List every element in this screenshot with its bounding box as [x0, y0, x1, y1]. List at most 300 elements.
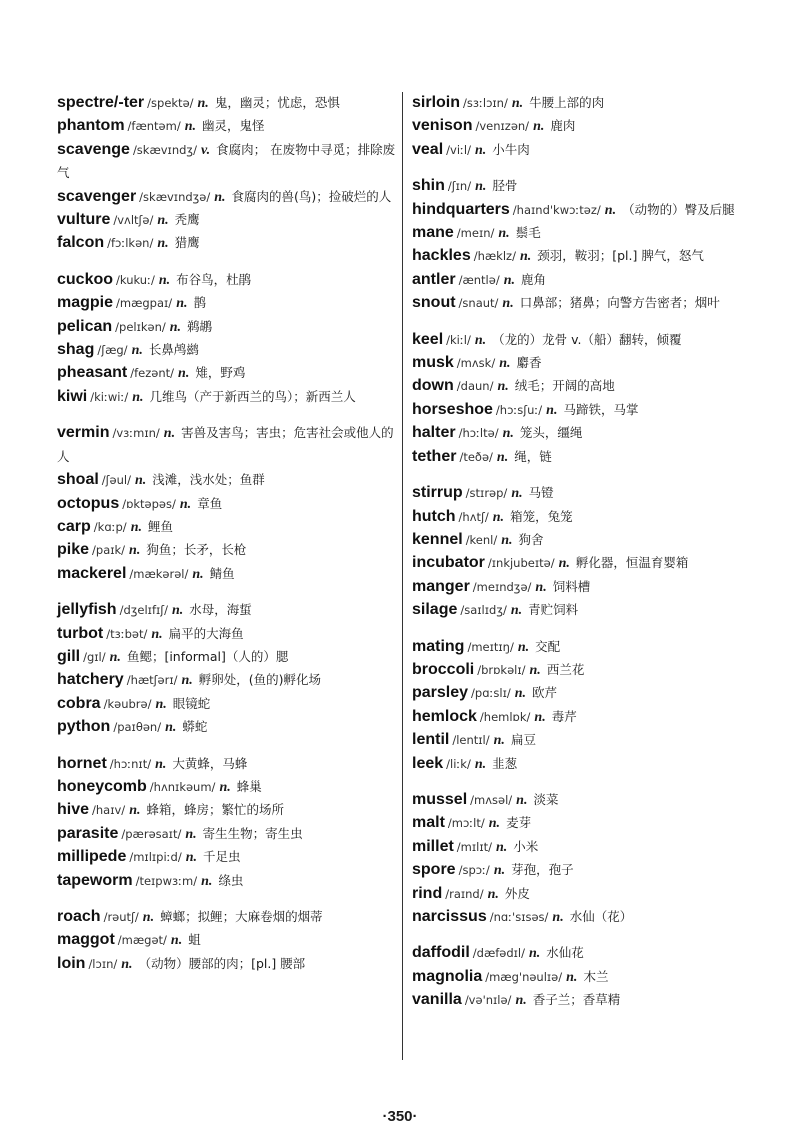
part-of-speech: n.	[511, 96, 524, 111]
entry-group	[57, 599, 397, 739]
definition: 幽灵，鬼怪	[202, 118, 265, 134]
phonetic: /mʌsk/	[456, 356, 496, 371]
phonetic: /vɜːmɪn/	[112, 426, 160, 441]
headword: maggot	[57, 931, 115, 949]
part-of-speech: n.	[157, 213, 169, 229]
headword: hemlock	[412, 707, 477, 725]
definition: 鲤鱼	[147, 518, 173, 534]
dictionary-entry	[57, 362, 397, 385]
dictionary-entry	[57, 929, 397, 952]
phonetic: /hɔːsʃuː/	[495, 402, 543, 417]
headword: falcon	[57, 234, 105, 252]
headword: snout	[412, 294, 456, 312]
headword: vulture	[57, 211, 111, 229]
headword: horseshoe	[412, 400, 493, 418]
part-of-speech: n.	[214, 189, 226, 205]
definition: 狗鱼；长矛，长枪	[146, 542, 247, 558]
headword: phantom	[57, 117, 125, 135]
definition: 孵化器，恒温育婴箱	[575, 555, 689, 571]
headword: vermin	[57, 424, 110, 442]
definition: 蟒蛇	[182, 719, 208, 735]
dictionary-entry	[412, 199, 752, 222]
headword: veal	[412, 140, 444, 158]
phonetic: /hɔːltə/	[458, 426, 499, 441]
phonetic: /brɒkəlɪ/	[477, 662, 526, 677]
dictionary-entry	[412, 836, 752, 859]
dictionary-entry	[57, 422, 397, 469]
definition: 饲料槽	[552, 578, 591, 594]
definition: 秃鹰	[174, 212, 200, 228]
dictionary-entry	[412, 222, 752, 245]
phonetic: /stɪrəp/	[465, 486, 508, 501]
dictionary-entry	[57, 186, 397, 209]
part-of-speech: n.	[529, 662, 541, 678]
dictionary-entry	[57, 209, 397, 232]
phonetic: /sɜːlɔɪn/	[463, 96, 508, 110]
definition: 麝香	[516, 355, 542, 371]
definition: 毒芹	[551, 708, 577, 724]
definition: 绒毛；开阔的高地	[514, 378, 615, 394]
definition: 寄生生物；寄生虫	[202, 825, 303, 841]
definition: 蜂箱，蜂房；繁忙的场所	[146, 802, 284, 818]
dictionary-entry	[412, 399, 752, 422]
dictionary-entry	[412, 506, 752, 529]
phonetic: /viːl/	[446, 142, 471, 157]
definition: 绳，链	[514, 448, 552, 464]
part-of-speech: n.	[546, 402, 558, 418]
definition: 青贮饲料	[528, 602, 579, 618]
definition: 孵卵处，(鱼的)孵化场	[198, 672, 322, 688]
headword: millet	[412, 837, 454, 855]
part-of-speech: n.	[474, 756, 487, 772]
part-of-speech: n.	[498, 226, 510, 242]
phonetic: /kukuː/	[116, 272, 155, 287]
definition: 淡菜	[533, 791, 559, 807]
definition: 章鱼	[197, 495, 223, 511]
definition: 大黄蜂，马蜂	[172, 755, 248, 771]
dictionary-entry	[57, 623, 397, 646]
headword: roach	[57, 908, 101, 925]
phonetic: /meɪtɪŋ/	[467, 639, 514, 654]
part-of-speech: n.	[496, 449, 509, 465]
dictionary-entry	[412, 682, 752, 705]
definition: （动物）腰部的肉；[pl.] 腰部	[138, 955, 306, 971]
part-of-speech: v.	[200, 142, 211, 158]
dictionary-entry	[412, 139, 752, 162]
phonetic: /paɪθən/	[113, 720, 162, 735]
definition: 笼头，缰绳	[519, 425, 583, 441]
phonetic: /raɪnd/	[445, 886, 484, 901]
headword: pheasant	[57, 364, 128, 382]
phonetic: /daun/	[456, 379, 494, 394]
entry-group	[412, 636, 752, 776]
dictionary-entry	[412, 636, 752, 659]
dictionary-entry	[412, 375, 752, 398]
definition: 马蹄铁，马掌	[563, 401, 639, 417]
part-of-speech: n.	[496, 839, 508, 855]
dictionary-entry	[57, 115, 397, 138]
phonetic: /mɪlɪpiːd/	[129, 850, 182, 865]
phonetic: /meɪndʒə/	[472, 579, 532, 594]
phonetic: /mʌsəl/	[470, 792, 513, 807]
dictionary-entry	[412, 706, 752, 729]
part-of-speech: n.	[134, 473, 147, 489]
headword: stirrup	[412, 484, 463, 502]
dictionary-entry	[57, 716, 397, 739]
dictionary-entry	[57, 232, 397, 255]
headword: broccoli	[412, 660, 475, 678]
definition: 扁豆	[510, 732, 536, 748]
headword: sirloin	[412, 94, 461, 111]
headword: scavenger	[57, 187, 137, 205]
headword: halter	[412, 424, 456, 442]
phonetic: /saɪlɪdʒ/	[460, 603, 507, 618]
definition: 狗舍	[518, 531, 544, 547]
definition: 鹈鹕	[187, 318, 213, 334]
dictionary-entry	[412, 729, 752, 752]
phonetic: /æntlə/	[458, 272, 500, 287]
headword: gill	[57, 647, 81, 665]
headword: daffodil	[412, 944, 470, 962]
part-of-speech: n.	[535, 579, 547, 595]
part-of-speech: n.	[492, 509, 505, 525]
phonetic: /kiːl/	[446, 332, 471, 347]
definition: 猎鹰	[174, 235, 200, 251]
entry-group	[57, 269, 397, 409]
phonetic: /meɪn/	[456, 226, 495, 241]
definition: 鹿角	[520, 271, 546, 287]
definition: 交配	[535, 638, 561, 654]
definition: 食腐肉的兽(鸟)；捡破烂的人	[231, 188, 392, 204]
headword: hindquarters	[412, 200, 510, 218]
dictionary-entry	[412, 659, 752, 682]
dictionary-entry	[57, 599, 397, 622]
part-of-speech: n.	[131, 343, 143, 359]
definition: 颈羽，鞍羽；[pl.] 脾气，怒气	[537, 248, 704, 264]
phonetic: /lentɪl/	[452, 733, 490, 748]
dictionary-entry	[57, 646, 397, 669]
definition: 小米	[513, 838, 539, 854]
phonetic: /mɪlɪt/	[456, 839, 492, 854]
headword: hive	[57, 801, 90, 819]
dictionary-entry	[57, 139, 397, 186]
headword: incubator	[412, 554, 485, 572]
entry-group	[412, 942, 752, 1012]
phonetic: /ɒktəpəs/	[122, 496, 176, 511]
definition: （动物的）臀及后腿	[622, 201, 735, 217]
dictionary-entry	[412, 352, 752, 375]
dictionary-entry	[412, 883, 752, 906]
dictionary-entry	[412, 599, 752, 622]
definition: 鹿肉	[550, 118, 576, 134]
part-of-speech: n.	[475, 179, 487, 195]
dictionary-entry	[57, 693, 397, 716]
dictionary-entry	[412, 789, 752, 812]
page-number: ·350·	[382, 1108, 418, 1125]
dictionary-entry	[57, 799, 397, 822]
definition: （龙的）龙骨 v.（船）翻转，倾覆	[492, 331, 682, 347]
headword: hackles	[412, 247, 471, 265]
headword: mating	[412, 637, 465, 655]
phonetic: /venɪzən/	[475, 119, 530, 134]
definition: 韭葱	[492, 755, 518, 771]
part-of-speech: n.	[519, 249, 532, 265]
definition: 麦芽	[506, 815, 532, 831]
dictionary-entry	[412, 859, 752, 882]
part-of-speech: n.	[185, 850, 198, 866]
definition: 小牛肉	[492, 141, 530, 157]
headword: musk	[412, 354, 454, 372]
definition: 蟑螂；拟鲤；大麻卷烟的烟蒂	[160, 909, 323, 924]
definition: 外皮	[504, 885, 530, 901]
headword: leek	[412, 754, 444, 772]
part-of-speech: n.	[170, 933, 183, 949]
definition: 布谷鸟，杜鹃	[176, 271, 252, 287]
headword: down	[412, 377, 454, 395]
phonetic: /spektə/	[147, 96, 194, 110]
part-of-speech: n.	[197, 96, 209, 111]
definition: 水母，海蜇	[189, 602, 252, 618]
headword: scavenge	[57, 140, 130, 158]
part-of-speech: n.	[109, 649, 121, 665]
dictionary-entry	[57, 269, 397, 292]
left-column	[57, 92, 397, 989]
part-of-speech: n.	[604, 202, 617, 218]
phonetic: /ʃəul/	[101, 473, 131, 488]
part-of-speech: n.	[165, 720, 177, 736]
phonetic: /dæfədɪl/	[472, 946, 525, 961]
part-of-speech: n.	[503, 272, 515, 288]
headword: hatchery	[57, 671, 124, 689]
part-of-speech: n.	[172, 603, 184, 619]
definition: 长鼻鸬鹚	[148, 342, 199, 358]
headword: mane	[412, 224, 454, 242]
headword: shin	[412, 177, 445, 195]
headword: magnolia	[412, 967, 483, 985]
definition: 箱笼，兔笼	[510, 508, 573, 524]
part-of-speech: n.	[511, 486, 523, 502]
phonetic: /kəubrə/	[103, 696, 152, 711]
headword: kennel	[412, 530, 463, 548]
phonetic: /və'nɪlə/	[464, 993, 512, 1008]
dictionary-entry	[57, 292, 397, 315]
entry-group	[412, 92, 752, 162]
dictionary-entry	[57, 92, 397, 115]
phonetic: /liːk/	[446, 756, 471, 771]
part-of-speech: n.	[533, 119, 545, 135]
dictionary-entry	[57, 493, 397, 516]
headword: honeycomb	[57, 777, 147, 795]
headword: magpie	[57, 294, 114, 312]
phonetic: /kiːwiː/	[90, 389, 129, 404]
part-of-speech: n.	[129, 803, 141, 819]
part-of-speech: n.	[474, 142, 487, 158]
column-divider	[402, 92, 403, 1060]
dictionary-entry	[57, 539, 397, 562]
part-of-speech: n.	[529, 946, 541, 962]
definition: 几维鸟（产于新西兰的鸟）；新西兰人	[149, 388, 356, 404]
part-of-speech: n.	[181, 673, 193, 689]
part-of-speech: n.	[163, 426, 176, 442]
phonetic: /pɑːslɪ/	[471, 686, 511, 701]
dictionary-entry	[412, 753, 752, 776]
dictionary-entry	[57, 386, 397, 409]
headword: loin	[57, 954, 86, 972]
phonetic: /mægpaɪ/	[116, 296, 173, 311]
definition: 眼镜蛇	[172, 695, 211, 711]
dictionary-entry	[412, 989, 752, 1012]
part-of-speech: n.	[558, 556, 570, 572]
definition: 鹊	[193, 295, 206, 311]
entry-group	[412, 789, 752, 929]
definition: 绦虫	[218, 872, 244, 888]
phonetic: /ɪnkjubeɪtə/	[487, 556, 555, 571]
part-of-speech: n.	[514, 686, 527, 702]
entry-group	[412, 175, 752, 315]
phonetic: /haɪv/	[92, 803, 126, 818]
phonetic: /vʌltʃə/	[113, 213, 154, 228]
phonetic: /paɪk/	[92, 543, 126, 558]
definition: 浅滩，浅水处；鱼群	[152, 472, 265, 488]
headword: tapeworm	[57, 871, 133, 889]
part-of-speech: n.	[155, 756, 167, 772]
dictionary-entry	[412, 175, 752, 198]
definition: 牛腰上部的肉	[529, 95, 605, 110]
dictionary-entry	[412, 482, 752, 505]
phonetic: /hemlɒk/	[479, 709, 531, 724]
part-of-speech: n.	[155, 696, 167, 712]
headword: parasite	[57, 824, 119, 842]
part-of-speech: n.	[502, 296, 514, 312]
part-of-speech: n.	[501, 532, 513, 548]
part-of-speech: n.	[151, 626, 163, 642]
phonetic: /fæntəm/	[127, 119, 181, 134]
phonetic: /spɔː/	[458, 863, 490, 878]
part-of-speech: n.	[176, 296, 188, 312]
headword: octopus	[57, 494, 120, 512]
part-of-speech: n.	[552, 910, 564, 925]
part-of-speech: n.	[178, 366, 190, 382]
definition: 水仙花	[546, 945, 584, 961]
phonetic: /skævɪndʒə/	[139, 189, 211, 204]
definition: 鬃毛	[515, 225, 541, 241]
headword: silage	[412, 601, 458, 619]
part-of-speech: n.	[502, 426, 514, 442]
headword: malt	[412, 814, 445, 832]
part-of-speech: n.	[192, 566, 204, 582]
phonetic: /pærəsaɪt/	[121, 826, 182, 841]
phonetic: /haɪnd'kwɔːtəz/	[512, 202, 601, 217]
dictionary-entry	[57, 563, 397, 586]
headword: pelican	[57, 317, 113, 335]
dictionary-entry	[57, 906, 397, 929]
definition: 扁平的大海鱼	[168, 625, 244, 641]
right-column	[412, 92, 752, 1026]
definition: 鲭鱼	[209, 565, 235, 581]
dictionary-entry	[412, 245, 752, 268]
dictionary-entry	[412, 422, 752, 445]
dictionary-entry	[412, 906, 752, 929]
dictionary-entry	[57, 953, 397, 976]
dictionary-entry	[412, 92, 752, 115]
headword: antler	[412, 270, 456, 288]
part-of-speech: n.	[499, 356, 511, 372]
definition: 雉，野鸡	[195, 365, 246, 381]
phonetic: /hɔːnɪt/	[109, 756, 152, 771]
headword: narcissus	[412, 908, 487, 925]
phonetic: /kɑːp/	[93, 519, 127, 534]
dictionary-entry	[57, 516, 397, 539]
entry-group	[57, 92, 397, 256]
part-of-speech: n.	[517, 639, 530, 655]
definition: 西兰花	[546, 661, 585, 677]
phonetic: /ʃæg/	[97, 343, 128, 358]
headword: vanilla	[412, 991, 462, 1009]
part-of-speech: n.	[515, 993, 527, 1009]
part-of-speech: n.	[488, 816, 501, 832]
dictionary-entry	[57, 469, 397, 492]
phonetic: /hætʃərɪ/	[126, 673, 178, 688]
phonetic: /hʌtʃ/	[458, 509, 489, 524]
headword: kiwi	[57, 387, 88, 405]
headword: turbot	[57, 624, 104, 642]
phonetic: /kenl/	[465, 532, 498, 547]
part-of-speech: n.	[179, 496, 192, 512]
phonetic: /ʃɪn/	[447, 179, 472, 194]
part-of-speech: n.	[201, 873, 213, 889]
headword: shag	[57, 341, 95, 359]
dictionary-entry	[412, 329, 752, 352]
headword: pike	[57, 541, 90, 559]
phonetic: /mɔːlt/	[447, 816, 485, 831]
part-of-speech: n.	[169, 319, 182, 335]
phonetic: /teðə/	[459, 449, 493, 464]
entry-group	[57, 753, 397, 893]
headword: carp	[57, 517, 91, 535]
phonetic: /mækərəl/	[129, 566, 189, 581]
phonetic: /pelɪkən/	[115, 319, 166, 334]
part-of-speech: n.	[132, 389, 144, 405]
headword: venison	[412, 117, 473, 135]
part-of-speech: n.	[534, 709, 546, 725]
headword: mackerel	[57, 564, 127, 582]
entry-group	[412, 329, 752, 469]
headword: spectre/-ter	[57, 94, 145, 111]
part-of-speech: n.	[129, 543, 141, 559]
headword: jellyfish	[57, 601, 117, 619]
part-of-speech: n.	[158, 272, 171, 288]
phonetic: /gɪl/	[83, 649, 106, 664]
phonetic: /dʒelɪfɪʃ/	[119, 603, 168, 618]
headword: parsley	[412, 684, 469, 702]
definition: 木兰	[583, 968, 609, 984]
part-of-speech: n.	[121, 956, 133, 972]
dictionary-entry	[412, 529, 752, 552]
definition: 水仙（花）	[569, 909, 633, 924]
dictionary-entry	[57, 669, 397, 692]
phonetic: /mægət/	[117, 933, 167, 948]
definition: 香子兰；香草精	[532, 992, 621, 1008]
definition: 马镫	[528, 485, 554, 501]
part-of-speech: n.	[184, 119, 197, 135]
definition: 鬼，幽灵；忧虑，恐惧	[214, 95, 340, 110]
headword: shoal	[57, 471, 99, 489]
dictionary-entry	[412, 966, 752, 989]
part-of-speech: n.	[130, 519, 142, 535]
dictionary-entry	[412, 292, 752, 315]
dictionary-entry	[412, 115, 752, 138]
dictionary-entry	[412, 552, 752, 575]
